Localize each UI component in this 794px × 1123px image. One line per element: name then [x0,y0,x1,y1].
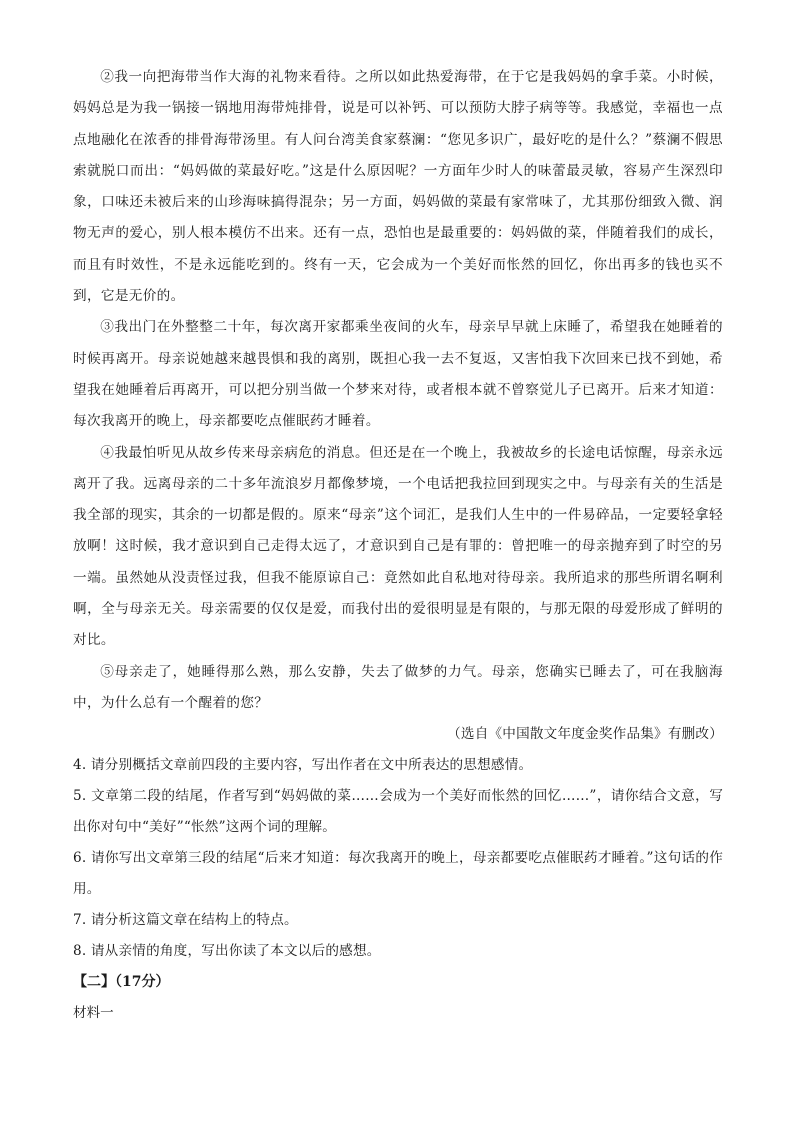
question-5: 5. 文章第二段的结尾，作者写到“妈妈做的菜……会成为一个美好而怅然的回忆……”，请你结合文意，写出你对句中“美好”“怅然”这两个词的理解。 [73,788,723,836]
material-label: 材料一 [73,1005,114,1022]
document-page [73,62,723,1029]
question-7: 7. 请分析这篇文章在结构上的特点。 [73,912,298,929]
question-6: 6. 请你写出文章第三段的结尾“后来才知道：每次我离开的晚上，母亲都要吃点催眠药才睡着。”这句话的作用。 [73,850,723,898]
paragraph-2: ②我一向把海带当作大海的礼物来看待。之所以如此热爱海带，在于它是我妈妈的拿手菜。小时候，妈妈总是为我一锅接一锅地用海带炖排骨，说是可以补钙、可以预防大脖子病等等。我感觉，幸福也一点点地融化在浓香的排骨海带汤里。有人问台湾美食家蔡澜：“您见多识广，最好吃的是什么？”蔡澜不假思索就脱口而出：“妈妈做的菜最好吃。”这是什么原因呢？一方面年少时人的味蕾最灵敏，容易产生深烈印象，口味还未被后来的山珍海味搞得混杂；另一方面，妈妈做的菜最有家常味了，尤其那份细致入微、润物无声的爱心，别人根本模仿不出来。还有一点，恐怕也是最重要的：妈妈做的菜，伴随着我们的成长，而且有时效性，不是永远能吃到的。终有一天，它会成为一个美好而怅然的回忆，你出再多的钱也买不到，它是无价的。 [73,69,723,305]
paragraph-5: ⑤母亲走了，她睡得那么熟，那么安静，失去了做梦的力气。母亲，您确实已睡去了，可在我脑海中，为什么总有一个醒着的您？ [73,663,723,711]
essay-body [73,62,723,719]
paragraph-3: ③我出门在外整整二十年，每次离开家都乘坐夜间的火车，母亲早早就上床睡了，希望我在她睡着的时候再离开。母亲说她越来越畏惧和我的离别，既担心我一去不复返，又害怕我下次回来已找不到她，希望我在她睡着后再离开，可以把分别当做一个梦来对待，或者根本就不曾察觉儿子已离开。后来才知道：每次我离开的晚上，母亲都要吃点催眠药才睡着。 [73,319,723,430]
paragraph-4: ④我最怕听见从故乡传来母亲病危的消息。但还是在一个晚上，我被故乡的长途电话惊醒，母亲永远离开了我。远离母亲的二十多年流浪岁月都像梦境，一个电话把我拉回到现实之中。与母亲有关的生活是我全部的现实，其余的一切都是假的。原来“母亲”这个词汇，是我们人生中的一件易碎品，一定要轻拿轻放啊！这时候，我才意识到自己走得太远了，才意识到自己是有罪的：曾把唯一的母亲抛弃到了时空的另一端。虽然她从没责怪过我，但我不能原谅自己：竟然如此自私地对待母亲。我所追求的那些所谓名啊利啊，全与母亲无关。母亲需要的仅仅是爱，而我付出的爱很明显是有限的，与那无限的母爱形成了鲜明的对比。 [73,444,723,649]
section-heading: 【二】（17分） [73,974,170,991]
question-4: 4. 请分别概括文章前四段的主要内容，写出作者在文中所表达的思想感情。 [73,757,533,774]
question-list [73,750,723,967]
source-citation: （选自《中国散文年度金奖作品集》有删改） [447,726,723,743]
question-8: 8. 请从亲情的角度，写出你读了本文以后的感想。 [73,943,381,960]
